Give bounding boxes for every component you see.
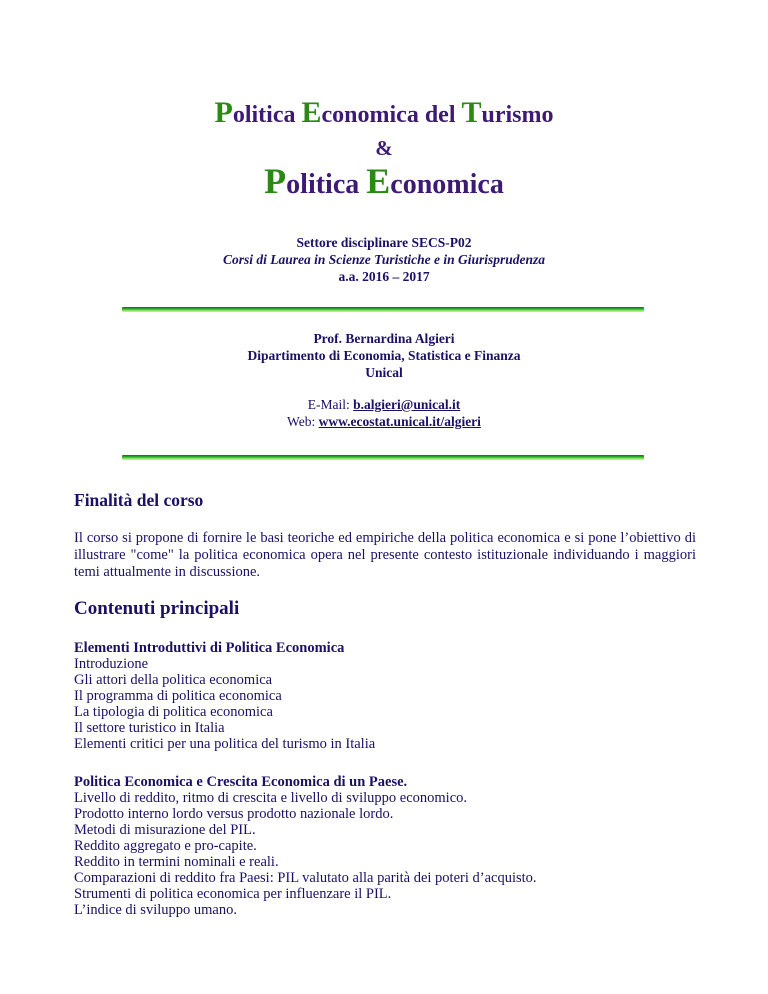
title-text: olitica	[232, 102, 302, 128]
email-link[interactable]: b.algieri@unical.it	[353, 397, 461, 412]
subtitle-text: olitica	[286, 169, 367, 200]
subtitle-initial-p: P	[264, 161, 287, 201]
list-item: La tipologia di politica economica	[74, 704, 273, 720]
subtitle-initial-e: E	[366, 161, 391, 201]
title-text: urismo	[481, 102, 554, 128]
list-item: Il settore turistico in Italia	[74, 720, 225, 736]
list-item: L’indice di sviluppo umano.	[74, 902, 237, 918]
list-item: Reddito aggregato e pro-capite.	[74, 838, 257, 854]
title-text: conomica del	[321, 102, 462, 128]
finalita-paragraph: Il corso si propone di fornire le basi teoriche ed empiriche della politica economica e si pone l’obiettivo di illustrare "come" la politica economica opera nel presente contesto istituzionale individuando i maggiori temi attualmente in discussione.	[74, 530, 696, 580]
content-section	[74, 774, 714, 918]
course-subtitle	[0, 160, 768, 202]
content-section-title: Elementi Introduttivi di Politica Economica	[74, 640, 345, 656]
title-ampersand: &	[375, 136, 393, 160]
list-item: Strumenti di politica economica per influenzare il PIL.	[74, 886, 392, 902]
list-item: Reddito in termini nominali e reali.	[74, 854, 279, 870]
web-label: Web:	[287, 414, 319, 429]
list-item: Elementi critici per una politica del turismo in Italia	[74, 736, 376, 752]
list-item: Comparazioni di reddito fra Paesi: PIL valutato alla parità dei poteri d’acquisto.	[74, 870, 537, 886]
list-item: Livello di reddito, ritmo di crescita e livello di sviluppo economico.	[74, 790, 468, 806]
sector-code: Settore disciplinare SECS-P02	[296, 235, 472, 250]
list-item: Gli attori della politica economica	[74, 672, 273, 688]
list-item: Il programma di politica economica	[74, 688, 282, 704]
web-link[interactable]: www.ecostat.unical.it/algieri	[318, 414, 481, 429]
green-divider-top	[122, 307, 644, 312]
list-item: Prodotto interno lordo versus prodotto nazionale lordo.	[74, 806, 394, 822]
course-title	[0, 96, 768, 130]
degree-courses: Corsi di Laurea in Scienze Turistiche e in Giurisprudenza	[222, 252, 546, 267]
list-item: Introduzione	[74, 656, 149, 672]
email-label: E-Mail:	[307, 397, 354, 412]
title-initial-t: T	[461, 96, 482, 129]
sector-info	[0, 234, 768, 285]
green-divider-bottom	[122, 455, 644, 460]
contact-info	[0, 396, 768, 430]
university: Unical	[365, 365, 403, 380]
academic-year: a.a. 2016 – 2017	[338, 269, 430, 284]
list-item: Metodi di misurazione del PIL.	[74, 822, 256, 838]
section-heading-contenuti: Contenuti principali	[74, 598, 240, 619]
title-initial-e: E	[301, 96, 322, 129]
subtitle-text: conomica	[390, 169, 504, 200]
section-heading-finalita: Finalità del corso	[74, 490, 204, 510]
department: Dipartimento di Economia, Statistica e Finanza	[247, 348, 521, 363]
professor-info	[0, 330, 768, 381]
content-section	[74, 640, 714, 752]
content-section-title: Politica Economica e Crescita Economica di un Paese.	[74, 774, 408, 790]
title-initial-p: P	[214, 96, 233, 129]
professor-name: Prof. Bernardina Algieri	[313, 331, 455, 346]
